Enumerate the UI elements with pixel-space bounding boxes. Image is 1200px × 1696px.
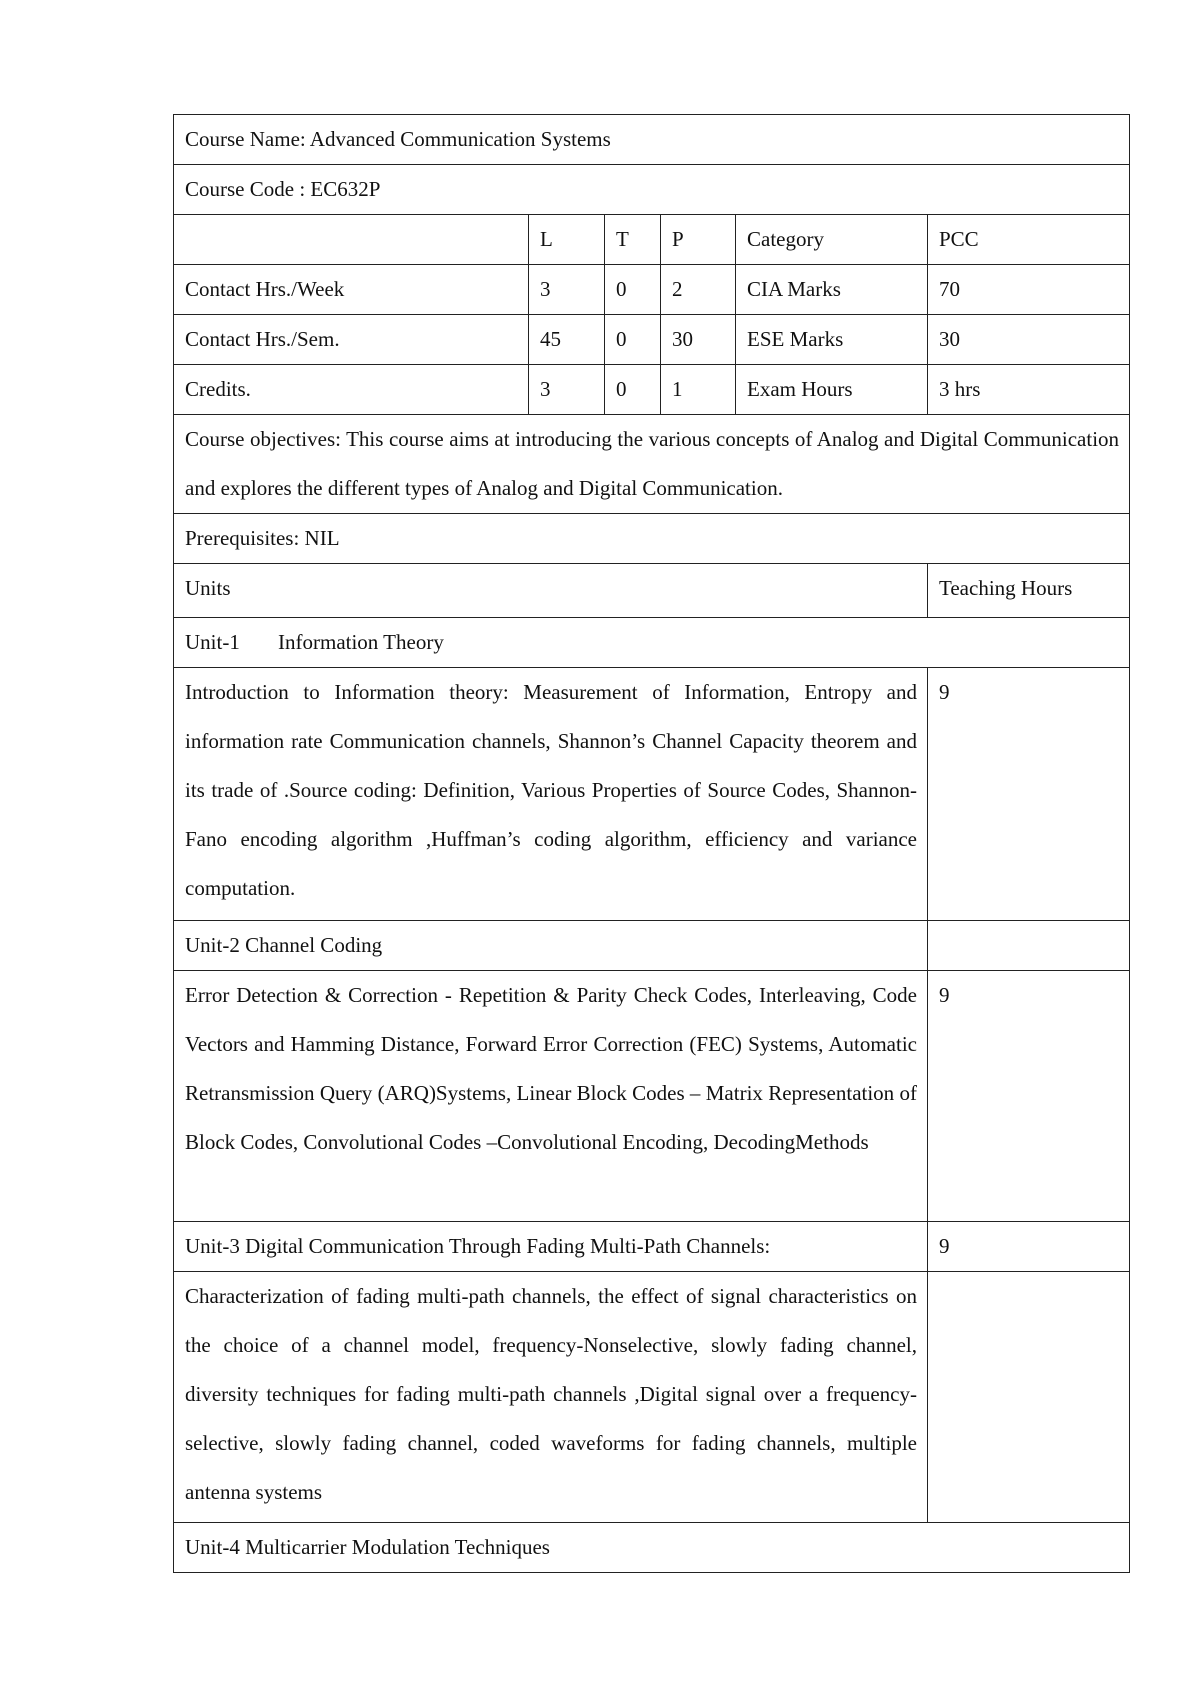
syllabus-sheet <box>173 114 1129 1573</box>
unit-4-title: Unit-4 Multicarrier Modulation Techniques <box>174 1523 1130 1573</box>
course-name-row <box>174 115 1130 165</box>
syllabus-table <box>173 114 1130 1573</box>
hours-row <box>174 365 1130 415</box>
prerequisites-row <box>174 514 1130 564</box>
units-header-row <box>174 564 1130 618</box>
hours-row-t: 0 <box>605 265 661 315</box>
hours-row-l: 3 <box>529 265 605 315</box>
unit-3-title: Unit-3 Digital Communication Through Fading Multi-Path Channels: <box>174 1222 928 1272</box>
unit-3-hours-blank <box>928 1272 1130 1523</box>
unit-1-hours: 9 <box>928 668 1130 921</box>
unit-2-title-hours-blank <box>928 921 1130 971</box>
hours-row-key: CIA Marks <box>736 265 928 315</box>
teaching-hours-header: Teaching Hours <box>928 564 1130 618</box>
unit-content-row <box>174 971 1130 1222</box>
unit-3-hours: 9 <box>928 1222 1130 1272</box>
course-code: Course Code : EC632P <box>174 165 1130 215</box>
units-header: Units <box>174 564 928 618</box>
hours-row-label: Credits. <box>174 365 529 415</box>
unit-content-row <box>174 1272 1130 1523</box>
hours-row-p: 1 <box>661 365 736 415</box>
hours-row-p: 2 <box>661 265 736 315</box>
hours-row <box>174 315 1130 365</box>
ltp-header-l: L <box>529 215 605 265</box>
unit-1-content: Introduction to Information theory: Measurement of Information, Entropy and information rate Communication channels, Shannon’s Channel Capacity theorem and its trade of .Source coding: Definition, Various Properties of Source Codes, Shannon-Fano encoding algorithm ,Huffman’s coding algorithm, efficiency and variance computation. <box>174 668 928 921</box>
unit-title-row <box>174 921 1130 971</box>
unit-1-title-text: Information Theory <box>278 630 444 654</box>
ltp-header-blank <box>174 215 529 265</box>
category-value: PCC <box>928 215 1130 265</box>
prerequisites: Prerequisites: NIL <box>174 514 1130 564</box>
unit-title-row <box>174 1222 1130 1272</box>
unit-2-title: Unit-2 Channel Coding <box>174 921 928 971</box>
ltp-header-p: P <box>661 215 736 265</box>
hours-row-l: 3 <box>529 365 605 415</box>
ltp-header-row <box>174 215 1130 265</box>
unit-1-number: Unit-1 <box>185 630 240 654</box>
hours-row-value: 30 <box>928 315 1130 365</box>
unit-3-content: Characterization of fading multi-path channels, the effect of signal characteristics on the choice of a channel model, frequency-Nonselective, slowly fading channel, diversity techniques for fading multi-path channels ,Digital signal over a frequency-selective, slowly fading channel, coded waveforms for fading channels, multiple antenna systems <box>174 1272 928 1523</box>
hours-row-value: 70 <box>928 265 1130 315</box>
hours-row-value: 3 hrs <box>928 365 1130 415</box>
category-label: Category <box>736 215 928 265</box>
hours-row-p: 30 <box>661 315 736 365</box>
course-objectives: Course objectives: This course aims at introducing the various concepts of Analog and Digital Communication and explores the different types of Analog and Digital Communication. <box>174 415 1130 514</box>
hours-row-l: 45 <box>529 315 605 365</box>
unit-content-row <box>174 668 1130 921</box>
hours-row-key: ESE Marks <box>736 315 928 365</box>
unit-title-row <box>174 1523 1130 1573</box>
hours-row-t: 0 <box>605 365 661 415</box>
unit-1-title <box>174 618 1130 668</box>
unit-2-content: Error Detection & Correction - Repetition & Parity Check Codes, Interleaving, Code Vectors and Hamming Distance, Forward Error Correction (FEC) Systems, Automatic Retransmission Query (ARQ)Systems, Linear Block Codes – Matrix Representation of Block Codes, Convolutional Codes –Convolutional Encoding, DecodingMethods <box>174 971 928 1222</box>
hours-row <box>174 265 1130 315</box>
ltp-header-t: T <box>605 215 661 265</box>
hours-row-t: 0 <box>605 315 661 365</box>
objectives-row <box>174 415 1130 514</box>
unit-2-hours: 9 <box>928 971 1130 1222</box>
hours-row-key: Exam Hours <box>736 365 928 415</box>
course-code-row <box>174 165 1130 215</box>
hours-row-label: Contact Hrs./Week <box>174 265 529 315</box>
unit-title-row <box>174 618 1130 668</box>
course-name: Course Name: Advanced Communication Systems <box>174 115 1130 165</box>
hours-row-label: Contact Hrs./Sem. <box>174 315 529 365</box>
